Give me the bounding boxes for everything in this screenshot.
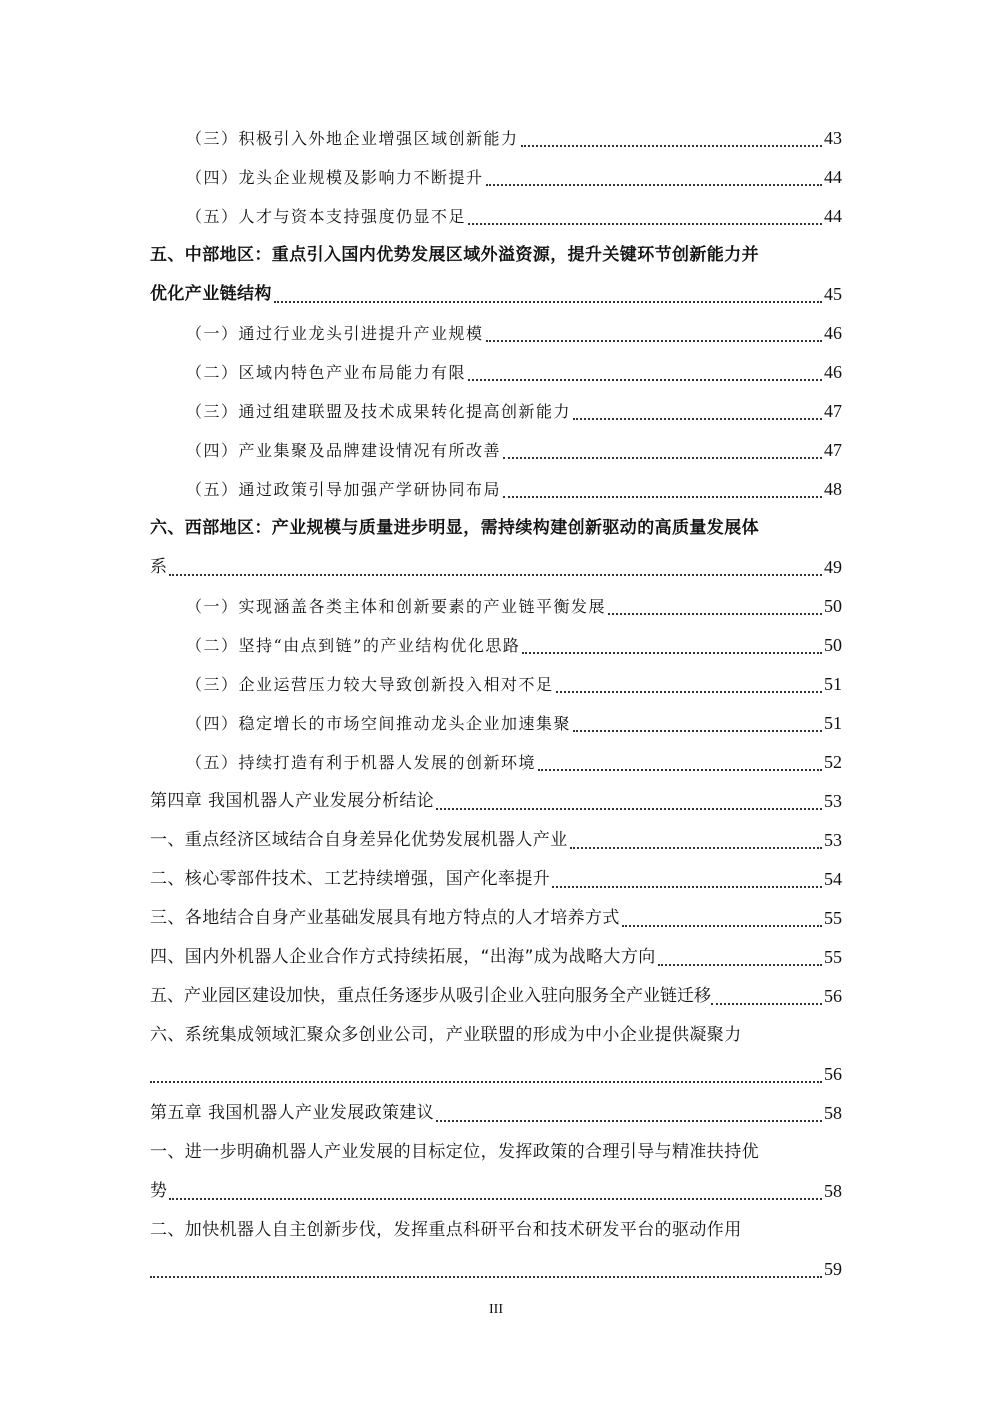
- dot-leader: [503, 496, 822, 498]
- toc-entry[interactable]: [150, 860, 842, 899]
- toc-entry-title: 第五章 我国机器人产业发展政策建议: [150, 1103, 435, 1123]
- toc-entry-title: （二）坚持“由点到链”的产业结构优化思路: [186, 636, 521, 655]
- dot-leader: [150, 1081, 822, 1083]
- dot-leader: [169, 1198, 822, 1200]
- toc-entry[interactable]: [150, 275, 842, 314]
- toc-entry[interactable]: [150, 431, 842, 470]
- toc-entry-title: 第四章 我国机器人产业发展分析结论: [150, 791, 435, 811]
- dot-leader: [503, 457, 822, 459]
- toc-entry[interactable]: [150, 587, 842, 626]
- toc-entry[interactable]: [150, 158, 842, 197]
- toc-entry[interactable]: [150, 119, 842, 158]
- dot-leader: [573, 418, 822, 420]
- toc-entry-page: 49: [824, 557, 842, 577]
- toc-entry[interactable]: [150, 1172, 842, 1211]
- toc-entry-line1[interactable]: [150, 1133, 842, 1172]
- dot-leader: [522, 652, 822, 654]
- toc-entry[interactable]: [150, 353, 842, 392]
- table-of-contents: [150, 119, 842, 1289]
- toc-entry[interactable]: [150, 314, 842, 353]
- toc-entry[interactable]: [150, 977, 842, 1016]
- toc-entry[interactable]: [150, 626, 842, 665]
- dot-leader: [150, 1276, 822, 1278]
- toc-entry-page: 47: [824, 440, 842, 460]
- dot-leader: [486, 340, 822, 342]
- toc-entry-title: （五）持续打造有利于机器人发展的创新环境: [186, 753, 537, 772]
- toc-entry[interactable]: [150, 938, 842, 977]
- toc-entry-page: 51: [824, 713, 842, 733]
- toc-entry-page: 43: [824, 128, 842, 148]
- dot-leader: [570, 847, 822, 849]
- toc-entry-title-cont: 优化产业链结构: [150, 284, 272, 304]
- toc-entry-page: 54: [824, 869, 842, 889]
- toc-entry[interactable]: [150, 392, 842, 431]
- toc-entry-chapter[interactable]: [150, 782, 842, 821]
- toc-entry-title: （一）实现涵盖各类主体和创新要素的产业链平衡发展: [186, 597, 607, 616]
- toc-entry-page: 51: [824, 674, 842, 694]
- toc-entry-title: 四、国内外机器人企业合作方式持续拓展，“出海”成为战略大方向: [150, 947, 656, 967]
- toc-entry-page: 46: [824, 323, 842, 343]
- toc-entry-page: 52: [824, 752, 842, 772]
- toc-entry-title: （四）稳定增长的市场空间推动龙头企业加速集聚: [186, 714, 572, 733]
- toc-entry-page: 58: [824, 1103, 842, 1123]
- toc-entry-title-cont: 系: [150, 557, 168, 577]
- dot-leader: [608, 613, 822, 615]
- toc-entry-title: （五）通过政策引导加强产学研协同布局: [186, 480, 502, 499]
- toc-entry-page: 58: [824, 1181, 842, 1201]
- toc-entry[interactable]: [150, 665, 842, 704]
- toc-entry-page: 50: [824, 596, 842, 616]
- toc-entry-line1[interactable]: [150, 1211, 842, 1250]
- toc-entry-page: 56: [824, 1064, 842, 1084]
- toc-entry-page: 48: [824, 479, 842, 499]
- toc-entry-line1[interactable]: [150, 1016, 842, 1055]
- toc-entry-page: 46: [824, 362, 842, 382]
- toc-entry-title: （四）龙头企业规模及影响力不断提升: [186, 168, 484, 187]
- toc-entry-title: 一、进一步明确机器人产业发展的目标定位，发挥政策的合理引导与精准扶持优: [150, 1142, 759, 1162]
- dot-leader: [521, 145, 822, 147]
- toc-entry-page: 55: [824, 908, 842, 928]
- dot-leader: [436, 1120, 822, 1122]
- toc-entry-page: 45: [824, 284, 842, 304]
- toc-entry[interactable]: [150, 899, 842, 938]
- toc-entry-title: （二）区域内特色产业布局能力有限: [186, 363, 467, 382]
- toc-entry-title: （三）通过组建联盟及技术成果转化提高创新能力: [186, 402, 572, 421]
- dot-leader: [658, 964, 822, 966]
- dot-leader: [274, 301, 822, 303]
- toc-entry-page: 59: [824, 1259, 842, 1279]
- toc-entry-title: 二、加快机器人自主创新步伐，发挥重点科研平台和技术研发平台的驱动作用: [150, 1220, 742, 1240]
- toc-entry-page: 50: [824, 635, 842, 655]
- dot-leader: [573, 730, 822, 732]
- toc-entry-line1[interactable]: [150, 236, 842, 275]
- toc-entry[interactable]: [150, 821, 842, 860]
- toc-entry-title: 六、西部地区：产业规模与质量进步明显，需持续构建创新驱动的高质量发展体: [150, 518, 759, 538]
- dot-leader: [468, 223, 822, 225]
- dot-leader: [552, 886, 822, 888]
- dot-leader: [468, 379, 822, 381]
- dot-leader: [622, 925, 822, 927]
- toc-entry[interactable]: [150, 197, 842, 236]
- dot-leader: [169, 574, 822, 576]
- toc-entry[interactable]: [150, 1055, 842, 1094]
- toc-entry-page: 44: [824, 206, 842, 226]
- toc-entry[interactable]: [150, 743, 842, 782]
- toc-entry-title: （三）积极引入外地企业增强区域创新能力: [186, 129, 519, 148]
- dot-leader: [486, 184, 822, 186]
- toc-entry-page: 53: [824, 791, 842, 811]
- dot-leader: [556, 691, 822, 693]
- toc-entry-line1[interactable]: [150, 509, 842, 548]
- toc-entry-title: 六、系统集成领域汇聚众多创业公司，产业联盟的形成为中小企业提供凝聚力: [150, 1025, 742, 1045]
- toc-entry-title: （一）通过行业龙头引进提升产业规模: [186, 324, 484, 343]
- toc-entry-chapter[interactable]: [150, 1094, 842, 1133]
- toc-entry-page: 55: [824, 947, 842, 967]
- toc-entry[interactable]: [150, 704, 842, 743]
- toc-entry-title-cont: 势: [150, 1181, 168, 1201]
- toc-entry-title: 一、重点经济区域结合自身差异化优势发展机器人产业: [150, 830, 568, 850]
- toc-entry-title: （四）产业集聚及品牌建设情况有所改善: [186, 441, 502, 460]
- toc-entry-title: 五、产业园区建设加快，重点任务逐步从吸引企业入驻向服务全产业链迁移: [150, 986, 711, 1006]
- toc-entry-title: （五）人才与资本支持强度仍显不足: [186, 207, 467, 226]
- toc-entry-page: 53: [824, 830, 842, 850]
- dot-leader: [436, 808, 822, 810]
- toc-entry-title: 二、核心零部件技术、工艺持续增强，国产化率提升: [150, 869, 551, 889]
- toc-entry-page: 56: [824, 986, 842, 1006]
- toc-entry-page: 47: [824, 401, 842, 421]
- toc-entry-title: 三、各地结合自身产业基础发展具有地方特点的人才培养方式: [150, 908, 620, 928]
- toc-entry-page: 44: [824, 167, 842, 187]
- toc-entry[interactable]: [150, 548, 842, 587]
- dot-leader: [538, 769, 822, 771]
- toc-entry[interactable]: [150, 1250, 842, 1289]
- toc-entry-title: 五、中部地区：重点引入国内优势发展区域外溢资源，提升关键环节创新能力并: [150, 245, 759, 265]
- dot-leader: [711, 1003, 822, 1005]
- toc-entry[interactable]: [150, 470, 842, 509]
- toc-entry-title: （三）企业运营压力较大导致创新投入相对不足: [186, 675, 554, 694]
- page-number: III: [489, 1302, 503, 1317]
